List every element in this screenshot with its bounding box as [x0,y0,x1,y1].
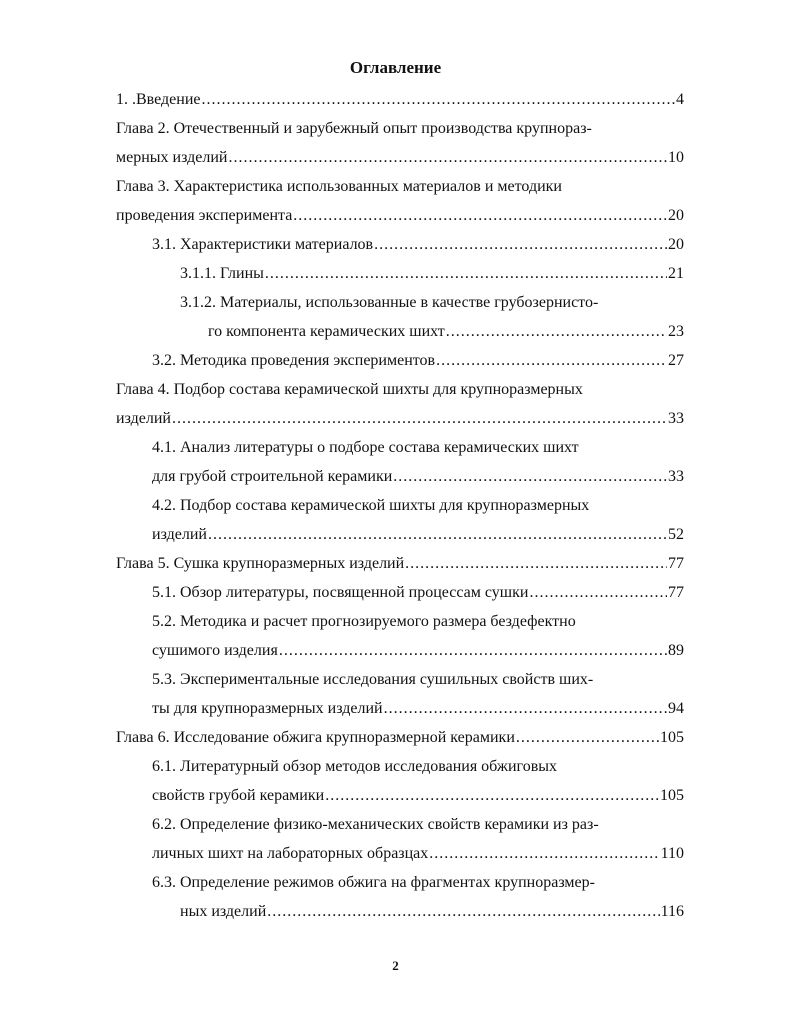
toc-dot-leader [228,146,667,170]
toc-entry [152,610,660,634]
toc-entry-page: 4 [676,91,684,108]
toc-entry-text: 4.2. Подбор состава керамической шихты для крупноразмерных [152,497,590,514]
toc-entry [152,697,684,721]
toc-entry-text: личных шихт на лабораторных образцах [152,845,429,862]
toc-dot-leader [202,88,676,112]
toc-entry-text: 6.3. Определение режимов обжига на фрагментах крупноразмер- [152,874,595,891]
toc-entry-page: 23 [668,323,684,340]
toc-entry-text: ных изделий [180,903,267,920]
toc-entry-page: 33 [668,410,684,427]
toc-dot-leader [446,320,667,344]
toc-entry-text: свойств грубой керамики [152,787,325,804]
toc-entry [152,465,684,489]
toc-entry [116,146,684,170]
toc-entry [116,175,660,199]
toc-dot-leader [429,842,659,866]
toc-entry [152,494,660,518]
toc-entry [152,755,660,779]
toc-entry-text: 4.1. Анализ литературы о подборе состава керамических шихт [152,439,579,456]
toc-entry-text: Глава 3. Характеристика использованных материалов и методики [116,178,562,195]
toc-entry-text: изделий [152,526,207,543]
toc-dot-leader [293,204,667,228]
toc-entry-text: 3.1. Характеристики материалов [152,236,374,253]
toc-entry-text: ты для крупноразмерных изделий [152,700,383,717]
toc-dot-leader [279,639,667,663]
toc-entry [152,523,684,547]
toc-entry [116,552,684,576]
toc-entry-page: 105 [660,787,684,804]
toc-entry [152,349,684,373]
toc-entry [116,204,684,228]
toc-entry-page: 21 [668,265,684,282]
toc-entry-text: Глава 2. Отечественный и зарубежный опыт производства крупнораз- [116,120,592,137]
toc-entry-text: Глава 4. Подбор состава керамической шихты для крупноразмерных [116,381,583,398]
toc-entry-text: 5.3. Экспериментальные исследования сушильных свойств ших- [152,671,594,688]
toc-entry [116,117,660,141]
toc-entry-text: 3.2. Методика проведения экспериментов [152,352,436,369]
toc-dot-leader [265,262,667,286]
toc-dot-leader [267,900,659,924]
toc-dot-leader [374,233,667,257]
toc-dot-leader [208,523,667,547]
toc-entry [152,581,684,605]
toc-dot-leader [405,552,667,576]
toc-entry-text: изделий [116,410,171,427]
toc-entry [152,842,684,866]
toc-entry-text: мерных изделий [116,149,228,166]
toc-entry-text: 5.2. Методика и расчет прогнозируемого размера бездефектно [152,613,576,630]
toc-entry-page: 20 [668,236,684,253]
toc-entry [152,784,684,808]
toc-entry-page: 105 [660,729,684,746]
toc-dot-leader [529,581,667,605]
toc-entry [208,320,684,344]
toc-entry [116,726,684,750]
toc-entry-text: сушимого изделия [152,642,278,659]
toc-entry-page: 77 [668,584,684,601]
toc-entry [152,871,660,895]
toc-dot-leader [393,465,667,489]
toc-entry-page: 52 [668,526,684,543]
toc-entry-text: 3.1.1. Глины [180,265,264,282]
toc-entry [152,668,660,692]
toc-entry-text: 5.1. Обзор литературы, посвященной процессам сушки [152,584,529,601]
toc-entry-page: 77 [668,555,684,572]
toc-entry-page: 20 [668,207,684,224]
toc-entry-page: 89 [668,642,684,659]
toc-entry [152,813,660,837]
toc-entry-page: 94 [668,700,684,717]
toc-entry-text: проведения эксперимента [116,207,293,224]
toc-entry-text: 6.1. Литературный обзор методов исследования обжиговых [152,758,557,775]
toc-dot-leader [516,726,659,750]
toc-entry-page: 33 [668,468,684,485]
toc-dot-leader [172,407,667,431]
toc-entry [116,88,684,112]
toc-entry-page: 116 [660,903,684,920]
toc-entry-text: 3.1.2. Материалы, использованные в качестве грубозернисто- [180,294,599,311]
toc-title: Оглавление [349,58,442,77]
toc-entry-text: го компонента керамических шихт [208,323,445,340]
toc-dot-leader [384,697,667,721]
toc-entry [116,407,684,431]
toc-entry [180,900,684,924]
toc-entry [180,291,660,315]
toc-entry-text: 1. .Введение [116,91,201,108]
toc-entry-page: 27 [668,352,684,369]
toc-entry-page: 10 [668,149,684,166]
toc-entry [180,262,684,286]
page-number: 2 [392,958,399,973]
toc-entry-page: 110 [660,845,684,862]
toc-entry [152,436,660,460]
toc-entry-text: Глава 5. Сушка крупноразмерных изделий [116,555,405,572]
toc-entry [116,378,660,402]
toc-entry-text: 6.2. Определение физико-механических свойств керамики из раз- [152,816,599,833]
toc-dot-leader [325,784,659,808]
toc-entry-text: Глава 6. Исследование обжига крупноразмерной керамики [116,729,515,746]
toc-entry-text: для грубой строительной керамики [152,468,393,485]
toc-entry [152,639,684,663]
toc-dot-leader [436,349,667,373]
toc-entry [152,233,684,257]
